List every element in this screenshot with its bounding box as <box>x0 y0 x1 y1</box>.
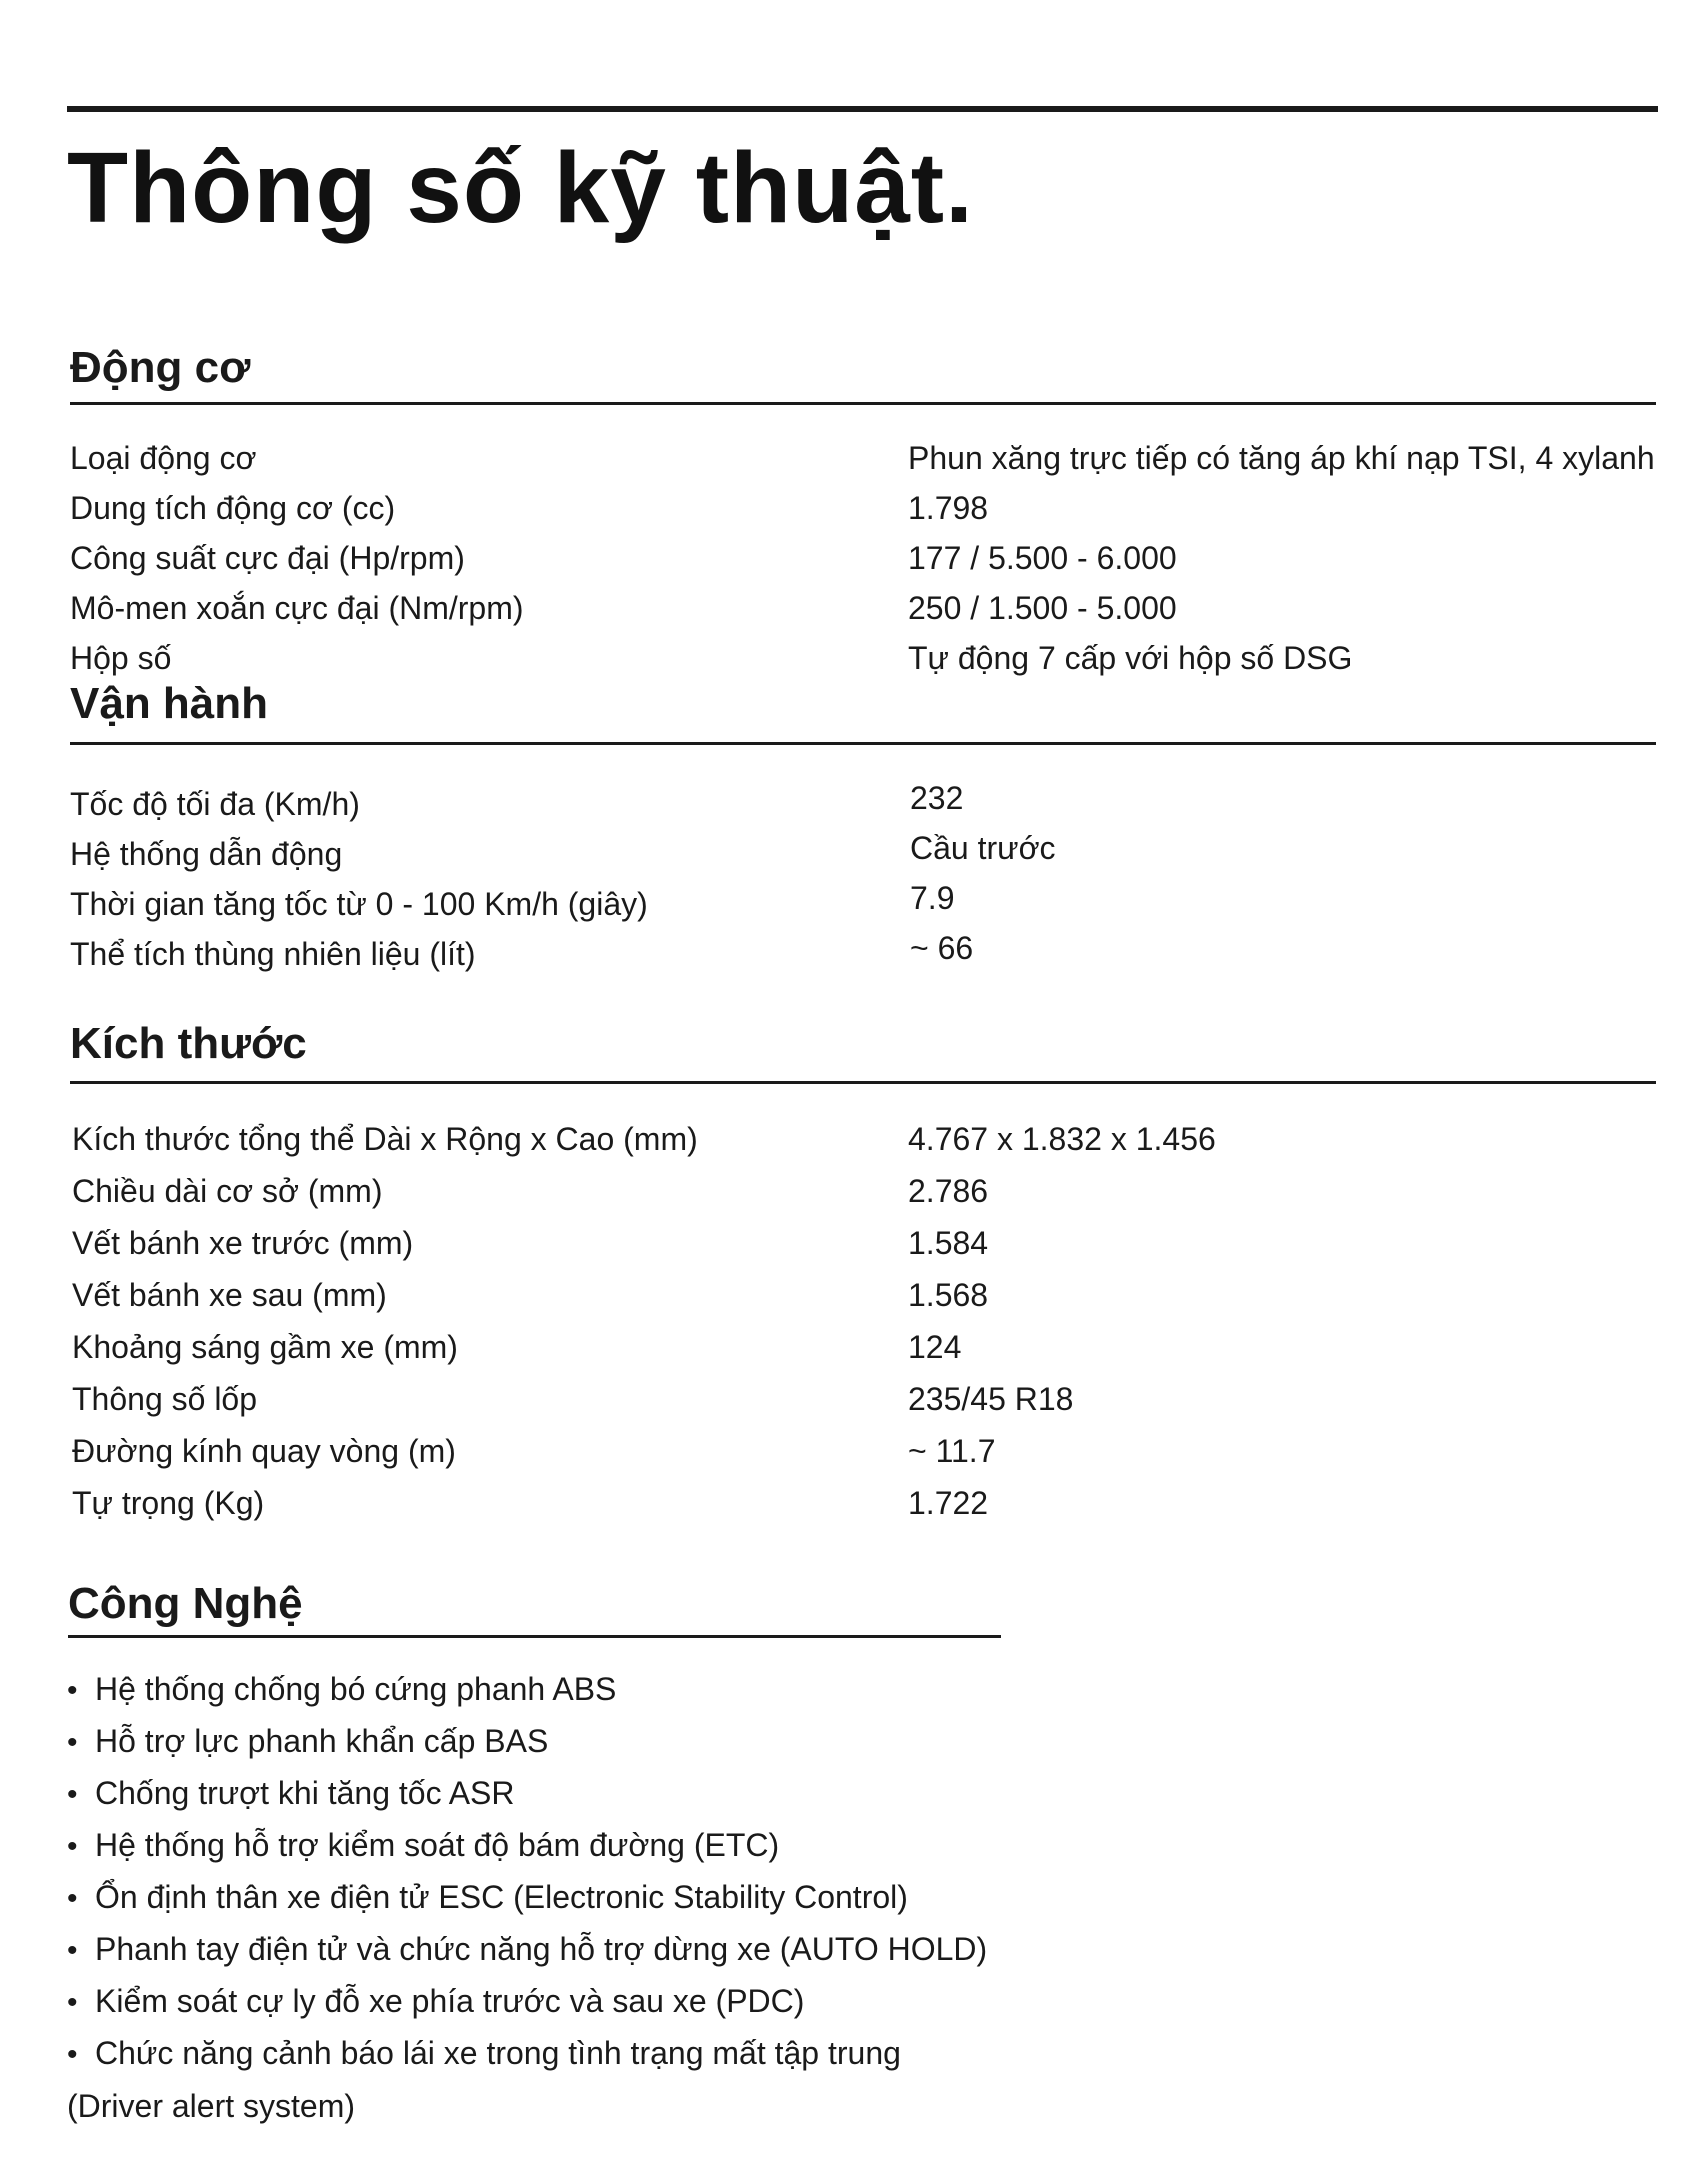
bullet-icon: • <box>67 2038 78 2071</box>
spec-label: Tốc độ tối đa (Km/h) <box>70 786 360 822</box>
feature-text: Kiểm soát cự ly đỗ xe phía trước và sau xe (PDC) <box>95 1983 805 2019</box>
spec-label: Thông số lốp <box>72 1381 258 1417</box>
feature-text: Hệ thống chống bó cứng phanh ABS <box>95 1671 617 1707</box>
top-rule <box>67 106 1658 112</box>
spec-value: 1.584 <box>908 1225 989 1261</box>
spec-label: Thời gian tăng tốc từ 0 - 100 Km/h (giây) <box>70 886 648 922</box>
spec-row <box>0 1426 1700 1476</box>
bullet-icon: • <box>67 1882 78 1915</box>
spec-value: 177 / 5.500 - 6.000 <box>908 540 1177 576</box>
spec-row <box>0 829 1700 879</box>
spec-row <box>0 1374 1700 1424</box>
spec-row <box>0 1114 1700 1164</box>
spec-label: Mô-men xoắn cực đại (Nm/rpm) <box>70 590 524 626</box>
spec-value: ~ 11.7 <box>908 1433 996 1469</box>
spec-row <box>0 583 1700 633</box>
spec-value: 1.568 <box>908 1277 989 1313</box>
bullet-icon: • <box>67 1830 78 1863</box>
spec-row <box>0 533 1700 583</box>
feature-item <box>67 1820 779 1870</box>
spec-value: 1.722 <box>908 1485 989 1521</box>
feature-item <box>67 1872 908 1922</box>
feature-item <box>67 1664 616 1714</box>
feature-text: Chức năng cảnh báo lái xe trong tình trạng mất tập trung <box>95 2035 901 2071</box>
section-rule-engine <box>70 402 1656 405</box>
spec-label: Tự trọng (Kg) <box>72 1485 265 1521</box>
spec-label: Công suất cực đại (Hp/rpm) <box>70 540 465 576</box>
spec-row <box>0 483 1700 533</box>
spec-row <box>0 1166 1700 1216</box>
feature-item <box>67 1924 987 1974</box>
spec-row <box>0 779 1700 829</box>
feature-text: Hỗ trợ lực phanh khẩn cấp BAS <box>95 1723 549 1759</box>
spec-value: 7.9 <box>910 880 955 916</box>
feature-item <box>67 1976 804 2026</box>
bullet-icon: • <box>67 1674 78 1707</box>
section-rule-performance <box>70 742 1656 745</box>
feature-item <box>67 1768 515 1818</box>
feature-item <box>67 1716 548 1766</box>
bullet-icon: • <box>67 1778 78 1811</box>
spec-row <box>0 1322 1700 1372</box>
feature-text: Ổn định thân xe điện tử ESC (Electronic Stability Control) <box>95 1879 908 1915</box>
spec-value: Tự động 7 cấp với hộp số DSG <box>908 640 1353 676</box>
page-title: Thông số kỹ thuật. <box>67 132 974 244</box>
spec-label: Hệ thống dẫn động <box>70 836 343 872</box>
section-title-dimensions: Kích thước <box>70 1019 307 1068</box>
spec-value: 235/45 R18 <box>908 1381 1074 1417</box>
feature-text: Chống trượt khi tăng tốc ASR <box>95 1775 515 1811</box>
feature-item <box>67 2028 901 2078</box>
bullet-icon: • <box>67 1986 78 2019</box>
spec-value: 2.786 <box>908 1173 989 1209</box>
spec-row <box>0 1218 1700 1268</box>
spec-row <box>0 1478 1700 1528</box>
section-title-technology: Công Nghệ <box>68 1579 303 1628</box>
spec-value: 4.767 x 1.832 x 1.456 <box>908 1121 1216 1157</box>
spec-row <box>0 1270 1700 1320</box>
spec-value: ~ 66 <box>910 930 974 966</box>
spec-label: Kích thước tổng thể Dài x Rộng x Cao (mm) <box>72 1121 698 1157</box>
spec-value: 1.798 <box>908 490 989 526</box>
spec-label: Chiều dài cơ sở (mm) <box>72 1173 383 1209</box>
spec-label: Vết bánh xe trước (mm) <box>72 1225 414 1261</box>
spec-row <box>0 633 1700 683</box>
spec-value: Phun xăng trực tiếp có tăng áp khí nạp TSI, 4 xylanh <box>908 440 1655 476</box>
section-title-engine: Động cơ <box>70 343 251 392</box>
spec-label: Vết bánh xe sau (mm) <box>72 1277 387 1313</box>
spec-value: Cầu trước <box>910 830 1056 866</box>
bullet-icon: • <box>67 1726 78 1759</box>
spec-value: 250 / 1.500 - 5.000 <box>908 590 1177 626</box>
section-rule-dimensions <box>70 1081 1656 1084</box>
spec-row <box>0 433 1700 483</box>
feature-item-continuation: (Driver alert system) <box>67 2088 356 2124</box>
spec-label: Hộp số <box>70 640 172 676</box>
spec-label: Thể tích thùng nhiên liệu (lít) <box>70 936 476 972</box>
bullet-icon: • <box>67 1934 78 1967</box>
spec-label: Loại động cơ <box>70 440 257 476</box>
spec-label: Khoảng sáng gầm xe (mm) <box>72 1329 458 1365</box>
section-rule-technology <box>68 1635 1001 1638</box>
spec-row <box>0 879 1700 929</box>
feature-text: Phanh tay điện tử và chức năng hỗ trợ dừng xe (AUTO HOLD) <box>95 1931 988 1967</box>
feature-text: Hệ thống hỗ trợ kiểm soát độ bám đường (ETC) <box>95 1827 780 1863</box>
spec-value: 124 <box>908 1329 962 1365</box>
section-title-performance: Vận hành <box>70 679 269 728</box>
spec-label: Dung tích động cơ (cc) <box>70 490 396 526</box>
spec-row <box>0 929 1700 979</box>
spec-value: 232 <box>910 780 964 816</box>
spec-label: Đường kính quay vòng (m) <box>72 1433 456 1469</box>
